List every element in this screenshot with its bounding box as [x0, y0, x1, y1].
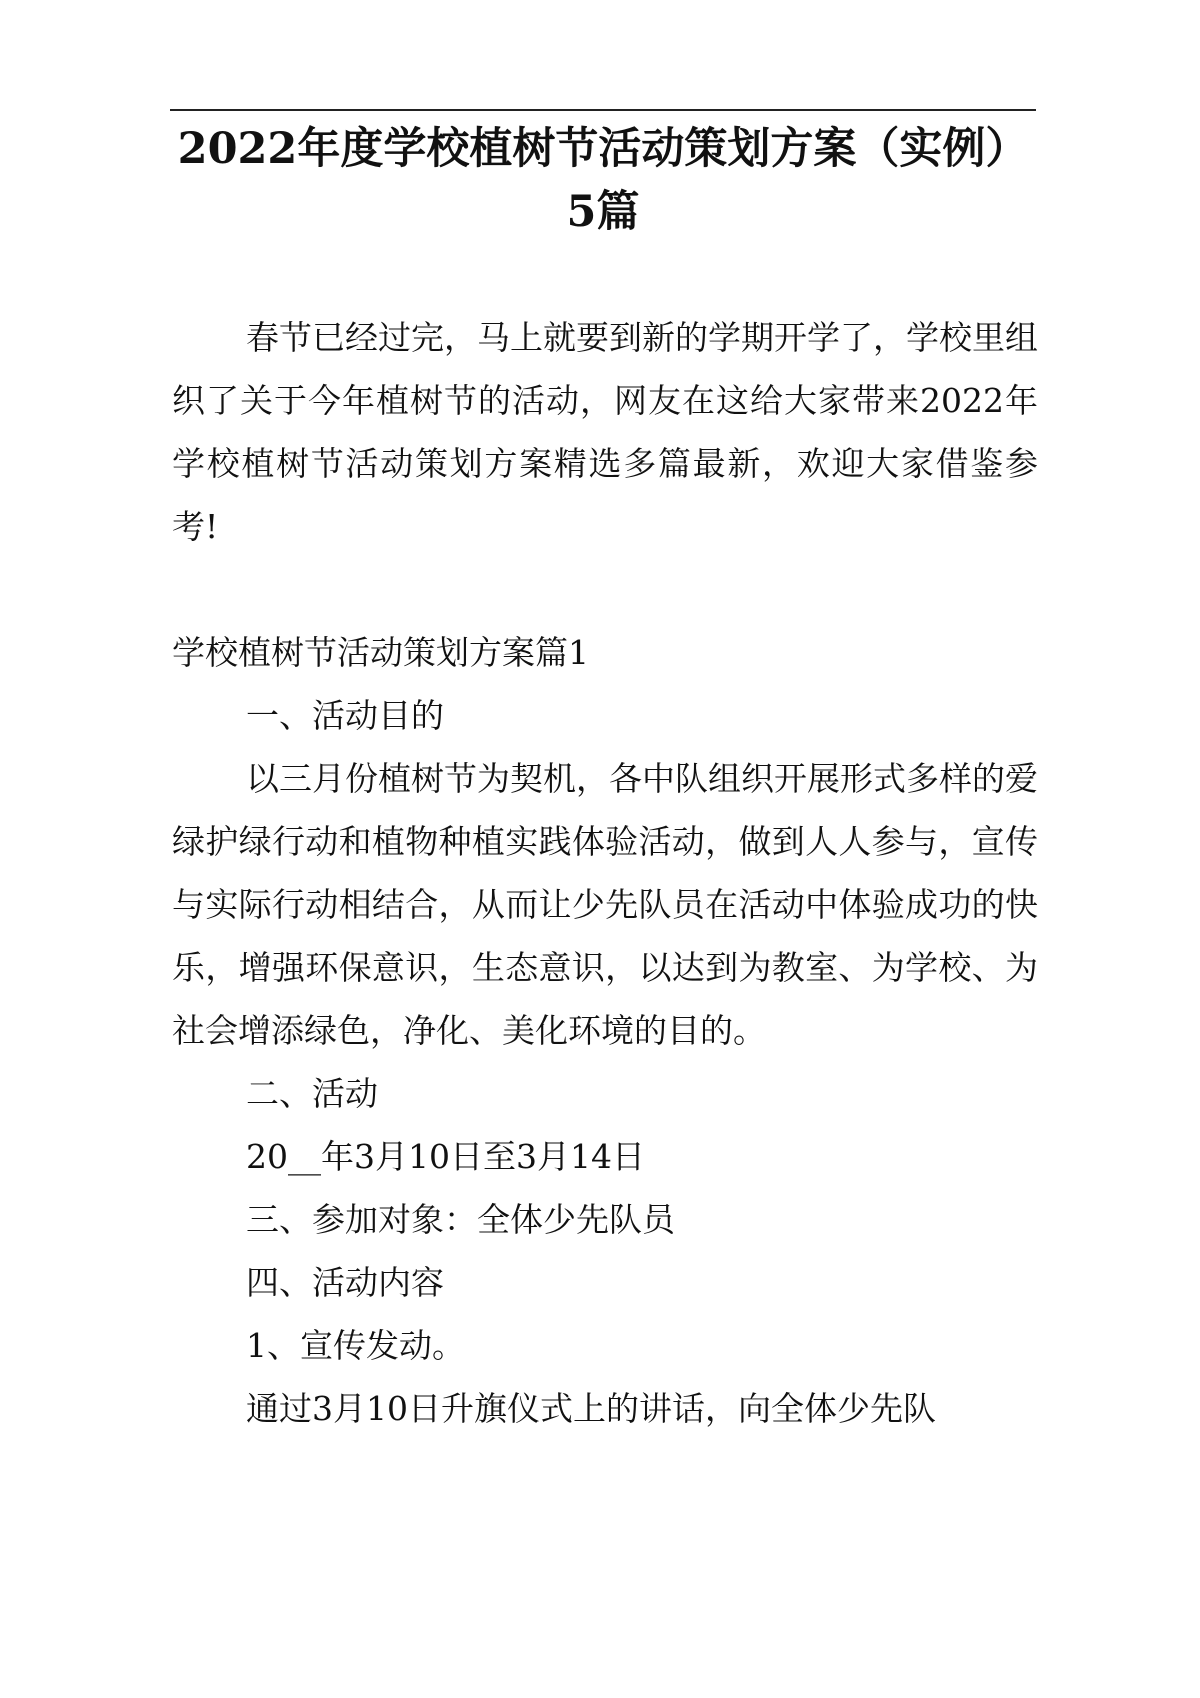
document-body	[172, 306, 1038, 1440]
purpose-paragraph: 以三月份植树节为契机，各中队组织开展形式多样的爱绿护绿行动和植物种植实践体验活动，做到人人参与，宣传与实际行动相结合，从而让少先队员在活动中体验成功的快乐，增强环保意识，生态意识，以达到为教室、为学校、为社会增添绿色，净化、美化环境的目的。	[172, 759, 1038, 1050]
content-heading: 四、活动内容	[246, 1263, 444, 1302]
document-title: 2022年度学校植树节活动策划方案（实例）5篇	[177, 124, 1029, 237]
paragraph-spacer	[172, 558, 1038, 621]
activity-date: 20__年3月10日至3月14日	[246, 1137, 645, 1176]
header-rule	[170, 109, 1036, 111]
item-1-paragraph: 通过3月10日升旗仪式上的讲话，向全体少先队	[246, 1389, 936, 1428]
participants-line: 三、参加对象：全体少先队员	[246, 1200, 675, 1239]
intro-paragraph: 春节已经过完，马上就要到新的学期开学了，学校里组织了关于今年植树节的活动，网友在这给大家带来2022年学校植树节活动策划方案精选多篇最新，欢迎大家借鉴参考!	[172, 318, 1038, 546]
section-heading: 学校植树节活动策划方案篇1	[172, 633, 589, 672]
item-1-heading: 1、宣传发动。	[246, 1326, 465, 1365]
purpose-heading: 一、活动目的	[246, 696, 444, 735]
activity-heading: 二、活动	[246, 1074, 378, 1113]
